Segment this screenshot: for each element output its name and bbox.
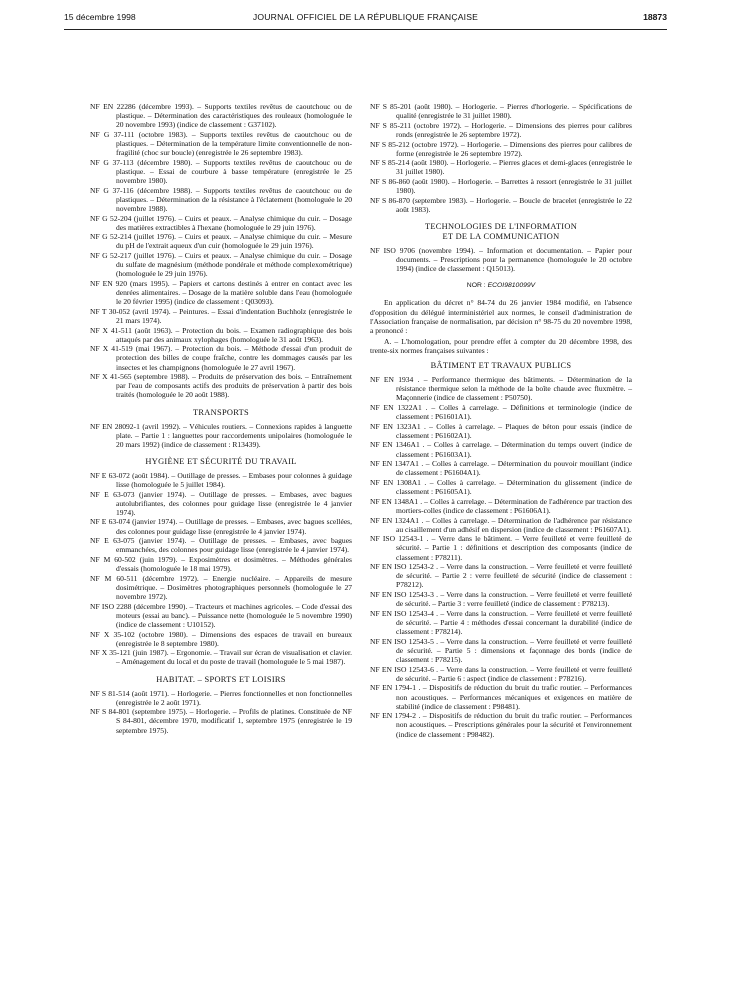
standard-description: (mars 1995). – Papiers et cartons destinés à entrer en contact avec les denrées alimentaires. – Dosage de la matière soluble dans l'eau (homologuée le 20 février 1995) (indice de classement : Q03093).: [116, 278, 352, 307]
standard-entry: [370, 403, 632, 421]
page-header: [64, 12, 667, 26]
standard-entry: [90, 251, 352, 278]
standard-description: (août 1984). – Outillage de presses. – Embases pour colonnes à guidage lisse (homologuée le 5 juillet 1984).: [116, 470, 352, 489]
standard-entry: [370, 590, 632, 608]
standard-entry: [90, 326, 352, 344]
standard-reference: NF G 37-111: [90, 129, 135, 139]
standard-description: (juin 1979). – Exposimètres et dosimètres. – Méthodes générales d'essais (homologuée le 18 mai 1979).: [116, 555, 352, 574]
standard-reference: NF G 52-214: [90, 232, 132, 242]
standard-entry: [90, 102, 352, 129]
standard-entry: [90, 574, 352, 601]
standard-reference: NF EN 1348A1: [370, 496, 419, 506]
standard-description: . – Verre dans la construction. – Verre feuilleté et verre feuilleté de sécurité. – Partie 4 : méthodes d'essai concernant la durabilité (indice de classement : P78214).: [396, 608, 632, 637]
standard-description: (juin 1987). – Ergonomie. – Travail sur écran de visualisation et clavier. – Aménagement du local et du poste de travail (homologuée le 5 mai 1987).: [116, 648, 352, 667]
standard-reference: NF EN ISO 12543-3: [370, 590, 434, 600]
standard-reference: NF S 86-860: [370, 177, 410, 187]
standard-entry: [370, 158, 632, 176]
standard-reference: NF S 85-201: [370, 102, 412, 111]
standard-entry: [90, 490, 352, 517]
standard-description: (janvier 1974). – Outillage de presses. – Embases, avec bagues autolubrifiantes, des colonnes pour guidage lisse (enregistrée le 4 janvier 1974).: [116, 489, 352, 517]
standard-entry: [370, 102, 632, 120]
standard-entry: [370, 440, 632, 458]
standard-reference: NF S 85-212: [370, 139, 410, 149]
header-date: 15 décembre 1998: [64, 12, 136, 22]
standard-entry: [90, 471, 352, 489]
standard-entry: [90, 186, 352, 213]
section-heading-transports: TRANSPORTS: [192, 407, 250, 417]
standard-description: (août 1963). – Protection du bois. – Examen radiographique des bois attaqués par des animaux xylophages (homologuée le 31 août 1963).: [116, 325, 352, 344]
section-heading-hygiene: HYGIÈNE ET SÉCURITÉ DU TRAVAIL: [145, 456, 297, 466]
standard-reference: NF ISO 9706: [370, 246, 415, 256]
standard-description: (juillet 1976). – Cuirs et peaux. – Analyse chimique du cuir. – Dosage du sulfate de magnésium (méthode pondérale et méthode complexométrique) (homologuée le 29 juin 1976).: [116, 251, 353, 279]
standard-reference: NF G 52-217: [90, 251, 132, 261]
standard-entry: [90, 689, 352, 707]
standard-reference: NF S 84-801: [90, 707, 130, 717]
standard-entry: [90, 158, 352, 185]
standard-description: (mai 1967). – Protection du bois. – Méthode d'essai d'un produit de protection des billes de coupe fraîche, contre les dommages causés par les insectes et les champignons (homologuée le 27 avril 1967).: [116, 344, 352, 372]
standard-entry: [370, 665, 632, 683]
standard-description: (septembre 1975). – Horlogerie. – Profils de platines. Constituée de NF S 84-801, décembre 1970, modificatif 1, septembre 1975 (enregistrée le 19 septembre 1975).: [116, 707, 352, 735]
standard-description: . – Dispositifs de réduction du bruit du trafic routier. – Performances non acoustiques. – Prescriptions générales pour la sécurité et l'environnement (indice de classement : P98482).: [396, 711, 632, 739]
standard-reference: NF G 37-113: [90, 157, 134, 167]
standard-description: (avril 1992). – Véhicules routiers. – Connexions rapides à languette plate. – Partie 1 : languettes pour raccordements unipolaires (homologuée le 20 mars 1992) (indice de classement : R13439).: [116, 421, 352, 449]
standard-reference: NF E 63-073: [90, 489, 135, 499]
right-block-2: [370, 246, 632, 273]
standard-description: . – Verre dans la construction. – Verre feuilleté et verre feuilleté de sécurité. – Partie 2 : verre feuilleté de sécurité (indice de classement : P78212).: [396, 562, 632, 590]
standard-description: (décembre 1993). – Supports textiles revêtus de caoutchouc ou de plastique. – Détermination des caractéristiques des rouleaux (homologuée le 20 novembre 1993) (indice de classement : G37102).: [116, 102, 352, 130]
standard-description: . – Colles à carrelage. – Détermination du temps ouvert (indice de classement : P61603A1).: [396, 440, 632, 459]
standard-description: (décembre 1980). – Supports textiles revêtus de caoutchouc ou de plastique. – Essai de courbure à basse température (enregistrée le 25 novembre 1980).: [116, 157, 352, 185]
standard-description: . – Colles à carrelage. – Détermination du glissement (indice de classement : P61605A1).: [396, 478, 632, 497]
standard-description: (décembre 1988). – Supports textiles revêtus de caoutchouc ou de plastiques. – Détermination de la résistance à l'éclatement (homologuée le 20 novembre 1988).: [116, 185, 352, 213]
standard-reference: NF EN ISO 12543-2: [370, 562, 434, 572]
standard-entry: [370, 516, 632, 534]
section-heading-technologies-line-2: ET DE LA COMMUNICATION: [442, 232, 560, 242]
standard-entry: [370, 478, 632, 496]
standard-description: (décembre 1990). – Tracteurs et machines agricoles. – Code d'essai des moteurs (essai au banc). – Puissance nette (homologuée le 5 novembre 1990) (indice de classement : U10152).: [116, 601, 352, 629]
standard-description: (juillet 1976). – Cuirs et peaux. – Analyse chimique du cuir. – Mesure du pH de l'extrait aqueux d'un cuir (homologuée le 29 juin 1976).: [116, 232, 353, 251]
standard-entry: [370, 422, 632, 440]
standard-description: (janvier 1974). – Outillage de presses. – Embases, avec bagues scellées, des colonnes pour guidage lisse (enregistrée le 4 janvier 1974).: [116, 517, 353, 536]
standard-reference: NF G 52-204: [90, 213, 132, 223]
standard-description: . – Verre dans la construction. – Verre feuilleté et verre feuilleté de sécurité. – Partie 6 : aspect (indice de classement : P78216).: [396, 664, 632, 683]
standard-entry: [90, 536, 352, 554]
standard-reference: NF X 35-102: [90, 629, 135, 639]
standard-entry: [370, 711, 632, 738]
section-heading-batiment: BÂTIMENT ET TRAVAUX PUBLICS: [430, 361, 572, 371]
standard-description: (octobre 1980). – Dimensions des espaces de travail en bureaux (enregistrée le 8 septembre 1980).: [116, 629, 352, 648]
standard-reference: NF X 41-519: [90, 344, 133, 354]
standard-entry: [90, 422, 352, 449]
header-title: JOURNAL OFFICIEL DE LA RÉPUBLIQUE FRANÇAISE: [252, 12, 479, 22]
standard-reference: NF EN 1794-1: [370, 683, 417, 693]
section-heading-habitat: HABITAT. – SPORTS ET LOISIRS: [156, 674, 286, 684]
standard-entry: [90, 372, 352, 399]
standard-entry: [370, 375, 632, 402]
standard-entry: [90, 279, 352, 306]
standard-reference: NF ISO 2288: [90, 601, 132, 611]
standard-entry: [370, 459, 632, 477]
standard-entry: [90, 648, 352, 666]
standard-entry: [90, 630, 352, 648]
standard-reference: NF EN 28092-1: [90, 421, 140, 431]
standard-reference: NF EN 1323A1: [370, 421, 421, 431]
standard-reference: NF EN ISO 12543-5: [370, 636, 434, 646]
standard-description: (octobre 1983). – Supports textiles revêtus de caoutchouc ou de plastiques. – Détermination de la température limite conventionnelle de non-fragilité (choc sur boucle) (enregistrée le 26 septembre 1983).: [116, 129, 352, 158]
standard-description: . – Colles à carrelage. – Détermination de l'adhérence par résistance au cisaillement d'un adhésif en dispersion (indice de classement : P61607A1).: [396, 515, 632, 534]
standard-reference: NF EN 1347A1: [370, 459, 419, 469]
standard-description: . – Performance thermique des bâtiments. – Détermination de la résistance thermique selon la méthode de la boîte chaude avec fluxmètre. – Maçonnerie (indice de classement : P50750).: [396, 375, 632, 403]
standard-reference: NF M 60-502: [90, 555, 136, 565]
standard-description: (janvier 1974). – Outillage de presses. – Embases, avec bagues emmanchées, des colonnes pour guidage lisse (enregistrée le 4 janvier 1974).: [116, 536, 352, 555]
standard-description: . – Colles à carrelage. – Plaques de béton pour essais (indice de classement : P61602A1).: [396, 421, 632, 440]
standard-entry: [90, 130, 352, 157]
standard-description: (avril 1974). – Peintures. – Essai d'indentation Buchholz (enregistrée le 21 mars 1974).: [116, 306, 352, 325]
standard-description: (août 1980). – Horlogerie. – Pierres d'horlogerie. – Spécifications de qualité (enregistrée le 31 juillet 1980).: [396, 102, 633, 121]
standard-entry: [370, 497, 632, 515]
section-heading-technologies: [370, 222, 632, 242]
standard-reference: NF E 63-074: [90, 517, 130, 527]
standard-entry: [90, 517, 352, 535]
standard-reference: NF EN 1794-2: [370, 711, 417, 721]
standard-reference: NF M 60-511: [90, 573, 138, 583]
homologation-paragraph: A. – L'homologation, pour prendre effet à compter du 20 décembre 1998, des trente-six normes françaises suivantes :: [370, 336, 632, 355]
standard-entry: [90, 707, 352, 734]
standard-entry: [90, 307, 352, 325]
standard-description: (novembre 1994). – Information et documentation. – Papier pour documents. – Prescriptions pour la permanence (homologuée le 20 octobre 1994) (indice de classement : Q15013).: [396, 246, 632, 274]
standard-reference: NF ISO 12543-1: [370, 534, 424, 544]
left-block-2: [90, 422, 352, 449]
nor-label: NOR :: [466, 282, 486, 290]
standard-entry: [370, 562, 632, 589]
right-column: [370, 102, 632, 739]
standard-reference: NF T 30-052: [90, 306, 131, 316]
header-page-number: 18873: [643, 12, 667, 22]
standard-reference: NF X 41-565: [90, 372, 132, 382]
standard-entry: [370, 637, 632, 664]
standard-reference: NF EN ISO 12543-6: [370, 664, 434, 674]
header-rule: [64, 29, 667, 30]
standard-description: (octobre 1972). – Horlogerie. – Dimensions des pierres pour calibres ronds (enregistrée le 26 septembre 1972).: [396, 120, 632, 139]
standard-reference: NF G 37-116: [90, 185, 134, 195]
standard-entry: [370, 609, 632, 636]
standard-entry: [370, 683, 632, 710]
standard-reference: NF X 35-121: [90, 648, 131, 658]
left-column: [90, 102, 352, 735]
standard-entry: [370, 140, 632, 158]
left-block-1: [90, 102, 352, 400]
left-block-3: [90, 471, 352, 667]
standard-reference: NF EN 1308A1: [370, 478, 421, 488]
standard-entry: [370, 121, 632, 139]
standard-reference: NF EN 1322A1: [370, 402, 422, 412]
standard-reference: NF EN 1934: [370, 375, 414, 385]
standard-entry: [90, 602, 352, 629]
standard-reference: NF S 86-870: [370, 195, 410, 205]
standard-entry: [90, 555, 352, 573]
standard-entry: [370, 246, 632, 273]
standard-entry: [370, 196, 632, 214]
standard-description: . – Dispositifs de réduction du bruit du trafic routier. – Performances non acoustiques. – Performances mécaniques et exigences en matière de stabilité (indice de classement : P98481).: [396, 683, 632, 711]
standard-description: (août 1971). – Horlogerie. – Pierres fonctionnelles et non fonctionnelles (enregistrée le 2 août 1971).: [116, 688, 353, 707]
standard-description: . – Verre dans le bâtiment. – Verre feuilleté et verre feuilleté de sécurité. – Partie 1 : définitions et description des composants (indice de classement : P78211).: [396, 534, 632, 562]
standard-reference: NF E 63-072: [90, 470, 130, 480]
standard-description: (octobre 1972). – Horlogerie. – Dimensions des pierres pour calibres de forme (enregistrée le 26 septembre 1972).: [396, 139, 633, 158]
standard-description: . – Colles à carrelage. – Détermination de l'adhérence par traction des mortiers-colles (indice de classement : P61606A1).: [396, 496, 632, 515]
standard-entry: [90, 344, 352, 371]
standard-entry: [370, 177, 632, 195]
standard-description: (septembre 1988). – Produits de préservation des bois. – Entraînement par l'eau de composants actifs des produits de préservation à partir des bois traités (homologuée le 20 août 1988).: [116, 372, 352, 400]
left-block-4: [90, 689, 352, 735]
right-block-1: [370, 102, 632, 214]
right-block-3: [370, 375, 632, 739]
standard-reference: NF E 63-075: [90, 536, 135, 546]
standard-reference: NF EN ISO 12543-4: [370, 608, 434, 618]
standard-description: . – Verre dans la construction. – Verre feuilleté et verre feuilleté de sécurité. – Partie 5 : dimensions et façonnage des bords (indice de classement : P78215).: [396, 636, 632, 664]
standard-reference: NF EN 1324A1: [370, 515, 419, 525]
standard-reference: NF EN 22286: [90, 102, 136, 111]
standard-reference: NF EN 1346A1: [370, 440, 420, 450]
standard-description: . – Colles à carrelage. – Définitions et terminologie (indice de classement : P61601A1).: [396, 402, 632, 421]
standard-reference: NF X 41-511: [90, 325, 132, 335]
standard-reference: NF S 85-211: [370, 120, 411, 130]
standard-entry: [90, 214, 352, 232]
nor-reference: [370, 281, 632, 290]
standard-description: . – Colles à carrelage. – Détermination du pouvoir mouillant (indice de classement : P61604A1).: [396, 459, 632, 478]
standard-reference: NF EN 920: [90, 278, 127, 288]
standard-description: (août 1980). – Horlogerie. – Barrettes à ressort (enregistrée le 31 juillet 1980).: [396, 177, 633, 196]
decree-paragraph: En application du décret n° 84-74 du 26 janvier 1984 modifié, en l'absence d'opposition du délégué interministériel aux normes, le conseil d'administration de l'Association française de normalisation, par décision n° 98-75 du 20 novembre 1998, a prononcé :: [370, 298, 632, 335]
standard-reference: NF S 81-514: [90, 688, 130, 698]
standard-description: (août 1980). – Horlogerie. – Pierres glaces et demi-glaces (enregistrée le 31 juillet 1980).: [396, 158, 632, 177]
nor-code: ECOI9810099V: [487, 282, 536, 290]
standard-entry: [370, 534, 632, 561]
standard-description: (juillet 1976). – Cuirs et peaux. – Analyse chimique du cuir. – Dosage des matières extractibles à l'hexane (homologuée le 29 juin 1976).: [116, 213, 353, 232]
standard-description: . – Verre dans la construction. – Verre feuilleté et verre feuilleté de sécurité. – Partie 3 : verre feuilleté (indice de classement : P78213).: [396, 590, 632, 609]
standard-entry: [90, 232, 352, 250]
standard-description: (septembre 1983). – Horlogerie. – Boucle de bracelet (enregistrée le 22 août 1983).: [396, 195, 633, 214]
section-heading-technologies-line-1: TECHNOLOGIES DE L'INFORMATION: [424, 222, 578, 232]
standard-description: (décembre 1972). – Energie nucléaire. – Appareils de mesure dosimétrique. – Dosimètres photographiques personnels (homologuée le 27 novembre 1972).: [116, 573, 353, 601]
standard-reference: NF S 85-214: [370, 158, 410, 168]
